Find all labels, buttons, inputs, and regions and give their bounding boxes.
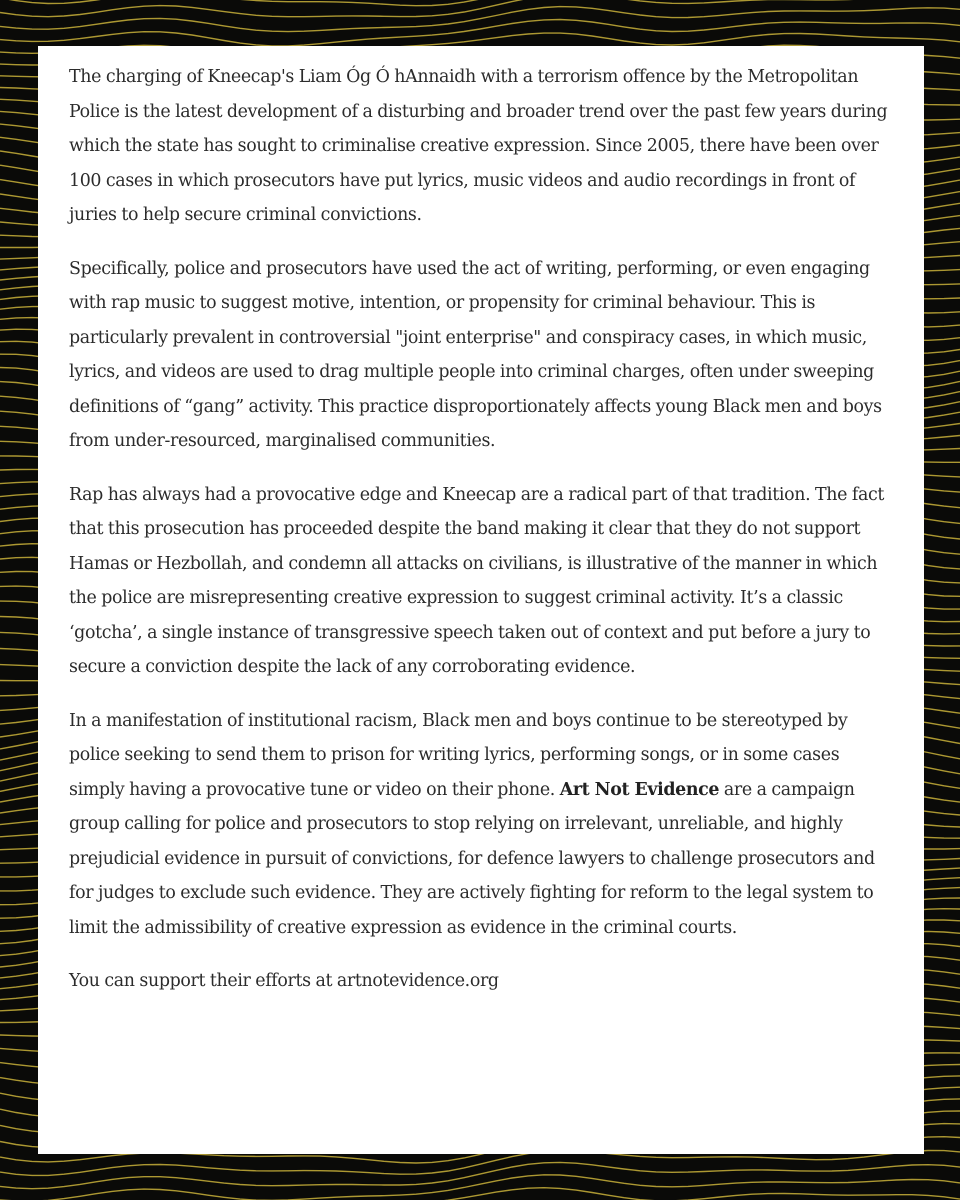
paragraph-4-text-start: In a manifestation of institutional racism, Black men and boys continue to be stereotyped by police seeking to send them to prison for writing lyrics, performing songs, or in some cases simply having a provocative tune or video on their phone.	[69, 710, 848, 800]
wavy-line	[0, 7, 960, 32]
wavy-line	[0, 1175, 960, 1200]
art-not-evidence-name: Art Not Evidence	[559, 779, 720, 800]
paragraph-2: Specifically, police and prosecutors have used the act of writing, performing, or even engaging with rap music to suggest motive, intention, or propensity for criminal behaviour. This is particularly prevalent in controversial "joint enterprise" and conspiracy cases, in which music, lyrics, and videos are used to drag multiple people into criminal charges, often under sweeping definitions of “gang” activity. This practice disproportionately affects young Black men and boys from under-resourced, marginalised communities.	[69, 258, 882, 451]
paragraph-1: The charging of Kneecap's Liam Óg Ó hAnnaidh with a terrorism offence by the Metropolitan Police is the latest development of a disturbing and broader trend over the past few years during which the state has sought to criminalise creative expression. Since 2005, there have been over 100 cases in which prosecutors have put lyrics, music videos and audio recordings in front of juries to help secure criminal convictions.	[69, 67, 888, 225]
paragraph-5: You can support their efforts at artnotevidence.org	[69, 971, 499, 991]
wavy-line	[0, 0, 960, 17]
paragraph-3: Rap has always had a provocative edge and Kneecap are a radical part of that tradition. The fact that this prosecution has proceeded despite the band making it clear that they do not support Hamas or Hezbollah, and condemn all attacks on civilians, is illustrative of the manner in which the police are misrepresenting creative expression to suggest criminal activity. It’s a classic ‘gotcha’, a single instance of transgressive speech taken out of context and put before a jury to secure a conviction despite the lack of any corroborating evidence.	[69, 484, 884, 677]
paragraph-4-text-end: are a campaign group calling for police and prosecutors to stop relying on irrelevant, unreliable, and highly prejudicial evidence in pursuit of convictions, for defence lawyers to challenge prosecutors and for judges to exclude such evidence. They are actively fighting for reform to the legal system to limit the admissibility of creative expression as evidence in the criminal courts.	[69, 779, 875, 938]
wavy-line	[0, 20, 960, 46]
wavy-line	[0, 0, 960, 6]
text-card	[38, 46, 924, 1154]
paragraph-4	[69, 704, 894, 946]
